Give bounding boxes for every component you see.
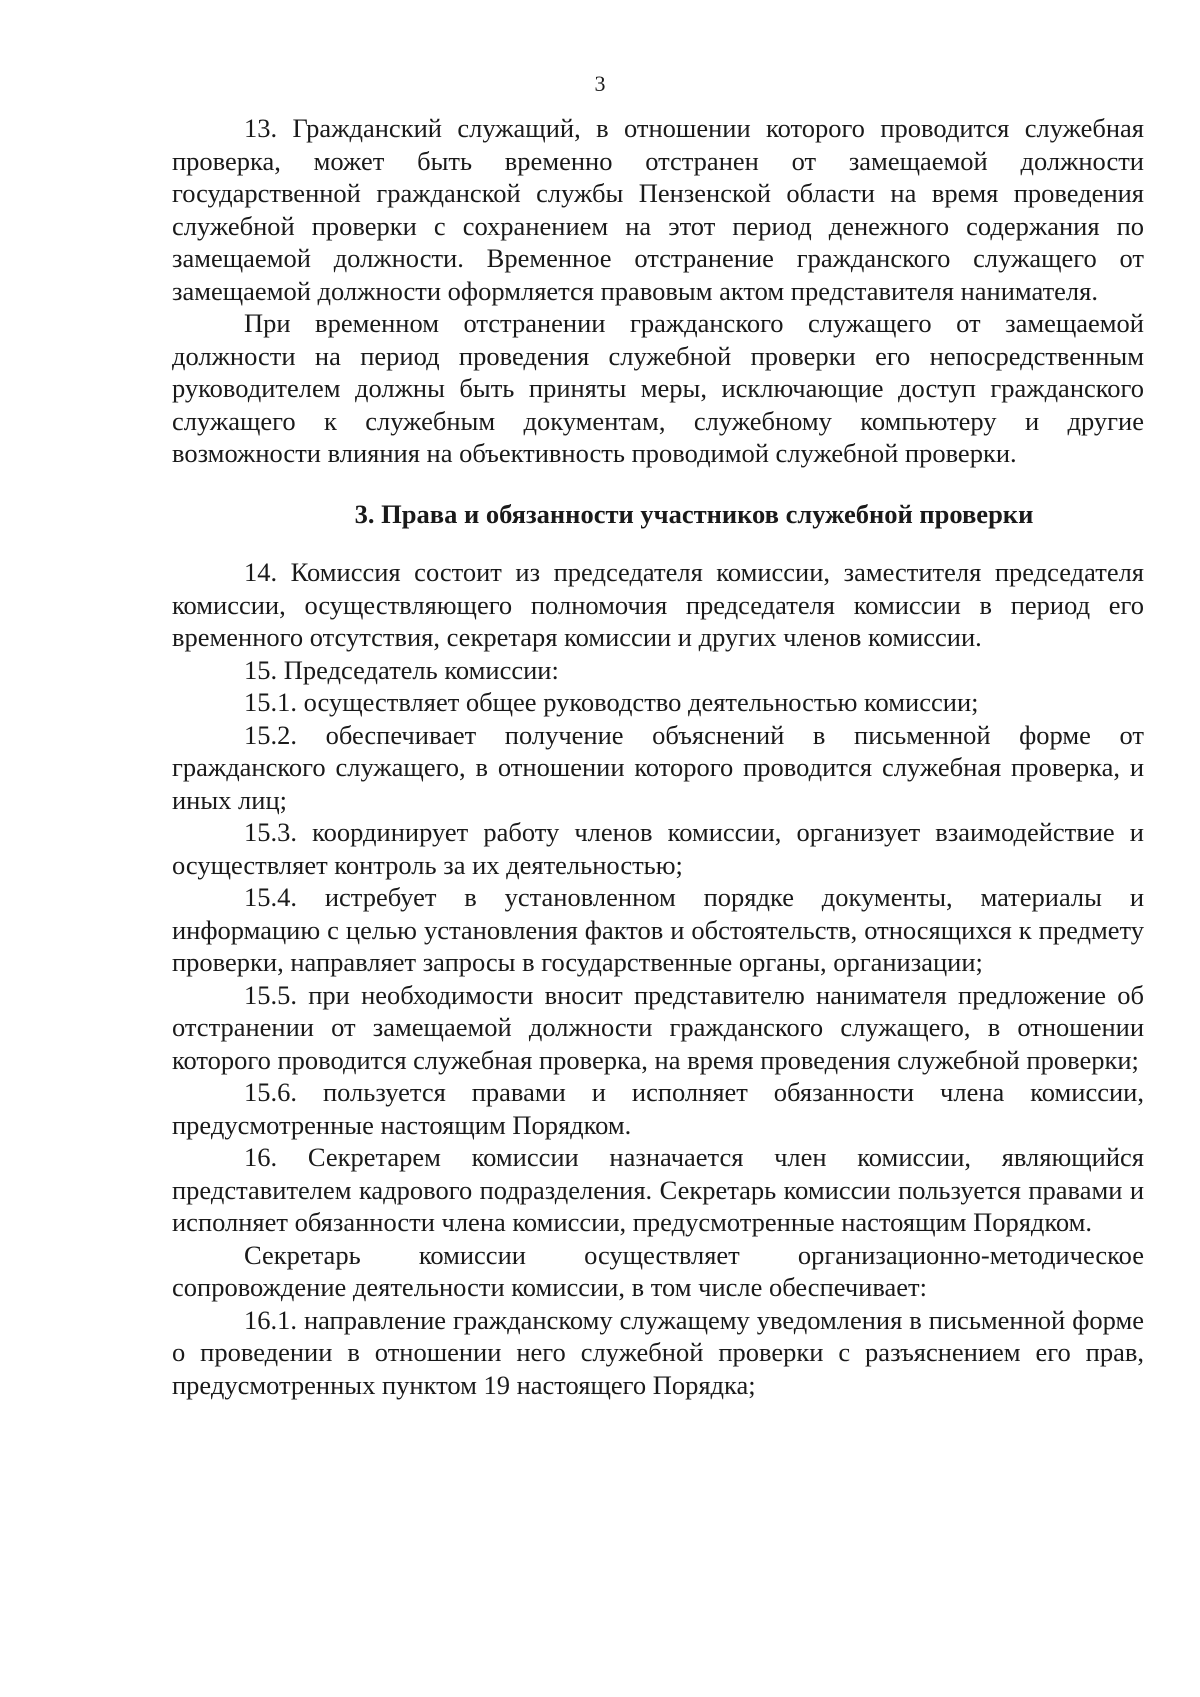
paragraph-15-1: 15.1. осуществляет общее руководство деятельностью комиссии;	[244, 687, 979, 717]
paragraph-15-5: 15.5. при необходимости вносит представителю нанимателя предложение об отстранении от замещаемой должности гражданского служащего, в отношении которого проводится служебная проверка, на время проведения служебной проверки;	[172, 979, 1144, 1075]
paragraph-13: 13. Гражданский служащий, в отношении которого проводится служебная проверка, может быть временно отстранен от замещаемой должности государственной гражданской службы Пензенской области на время проведения служебной проверки с сохранением на этот период денежного содержания по замещаемой должности. Временное отстранение гражданского служащего от замещаемой должности оформляется правовым актом представителя нанимателя.	[172, 113, 1144, 306]
paragraph-15-2: 15.2. обеспечивает получение объяснений в письменной форме от гражданского служащего, в отношении которого проводится служебная проверка, и иных лиц;	[172, 719, 1144, 815]
paragraph-16-1: 16.1. направление гражданскому служащему уведомления в письменной форме о проведении в отношении него служебной проверки с разъяснением его прав, предусмотренных пунктом 19 настоящего Порядка;	[172, 1304, 1144, 1400]
paragraph-14: 14. Комиссия состоит из председателя комиссии, заместителя председателя комиссии, осуществляющего полномочия председателя комиссии в период его временного отсутствия, секретаря комиссии и других членов комиссии.	[172, 557, 1144, 652]
page-number: 3	[594, 71, 606, 96]
section-heading: 3. Права и обязанности участников служебной проверки	[354, 498, 1034, 529]
paragraph-13-continuation: При временном отстранении гражданского служащего от замещаемой должности на период проведения служебной проверки его непосредственным руководителем должны быть приняты меры, исключающие доступ гражданского служащего к служебным документам, служебному компьютеру и другие возможности влияния на объективность проводимой служебной проверки.	[172, 308, 1144, 468]
paragraph-15: 15. Председатель комиссии:	[244, 654, 559, 685]
paragraph-15-4: 15.4. истребует в установленном порядке документы, материалы и информацию с целью установления фактов и обстоятельств, относящихся к предмету проверки, направляет запросы в государственные органы, организации;	[172, 882, 1144, 977]
paragraph-16-secretary: Секретарь комиссии осуществляет организационно-методическое сопровождение деятельности комиссии, в том числе обеспечивает:	[172, 1239, 1144, 1302]
paragraph-15-3: 15.3. координирует работу членов комиссии, организует взаимодействие и осуществляет контроль за их деятельностью;	[172, 817, 1144, 880]
paragraph-16: 16. Секретарем комиссии назначается член комиссии, являющийся представителем кадрового подразделения. Секретарь комиссии пользуется правами и исполняет обязанности члена комиссии, предусмотренные настоящим Порядком.	[172, 1142, 1144, 1237]
document-body	[172, 112, 1144, 1401]
paragraph-15-6: 15.6. пользуется правами и исполняет обязанности члена комиссии, предусмотренные настоящим Порядком.	[172, 1077, 1144, 1140]
